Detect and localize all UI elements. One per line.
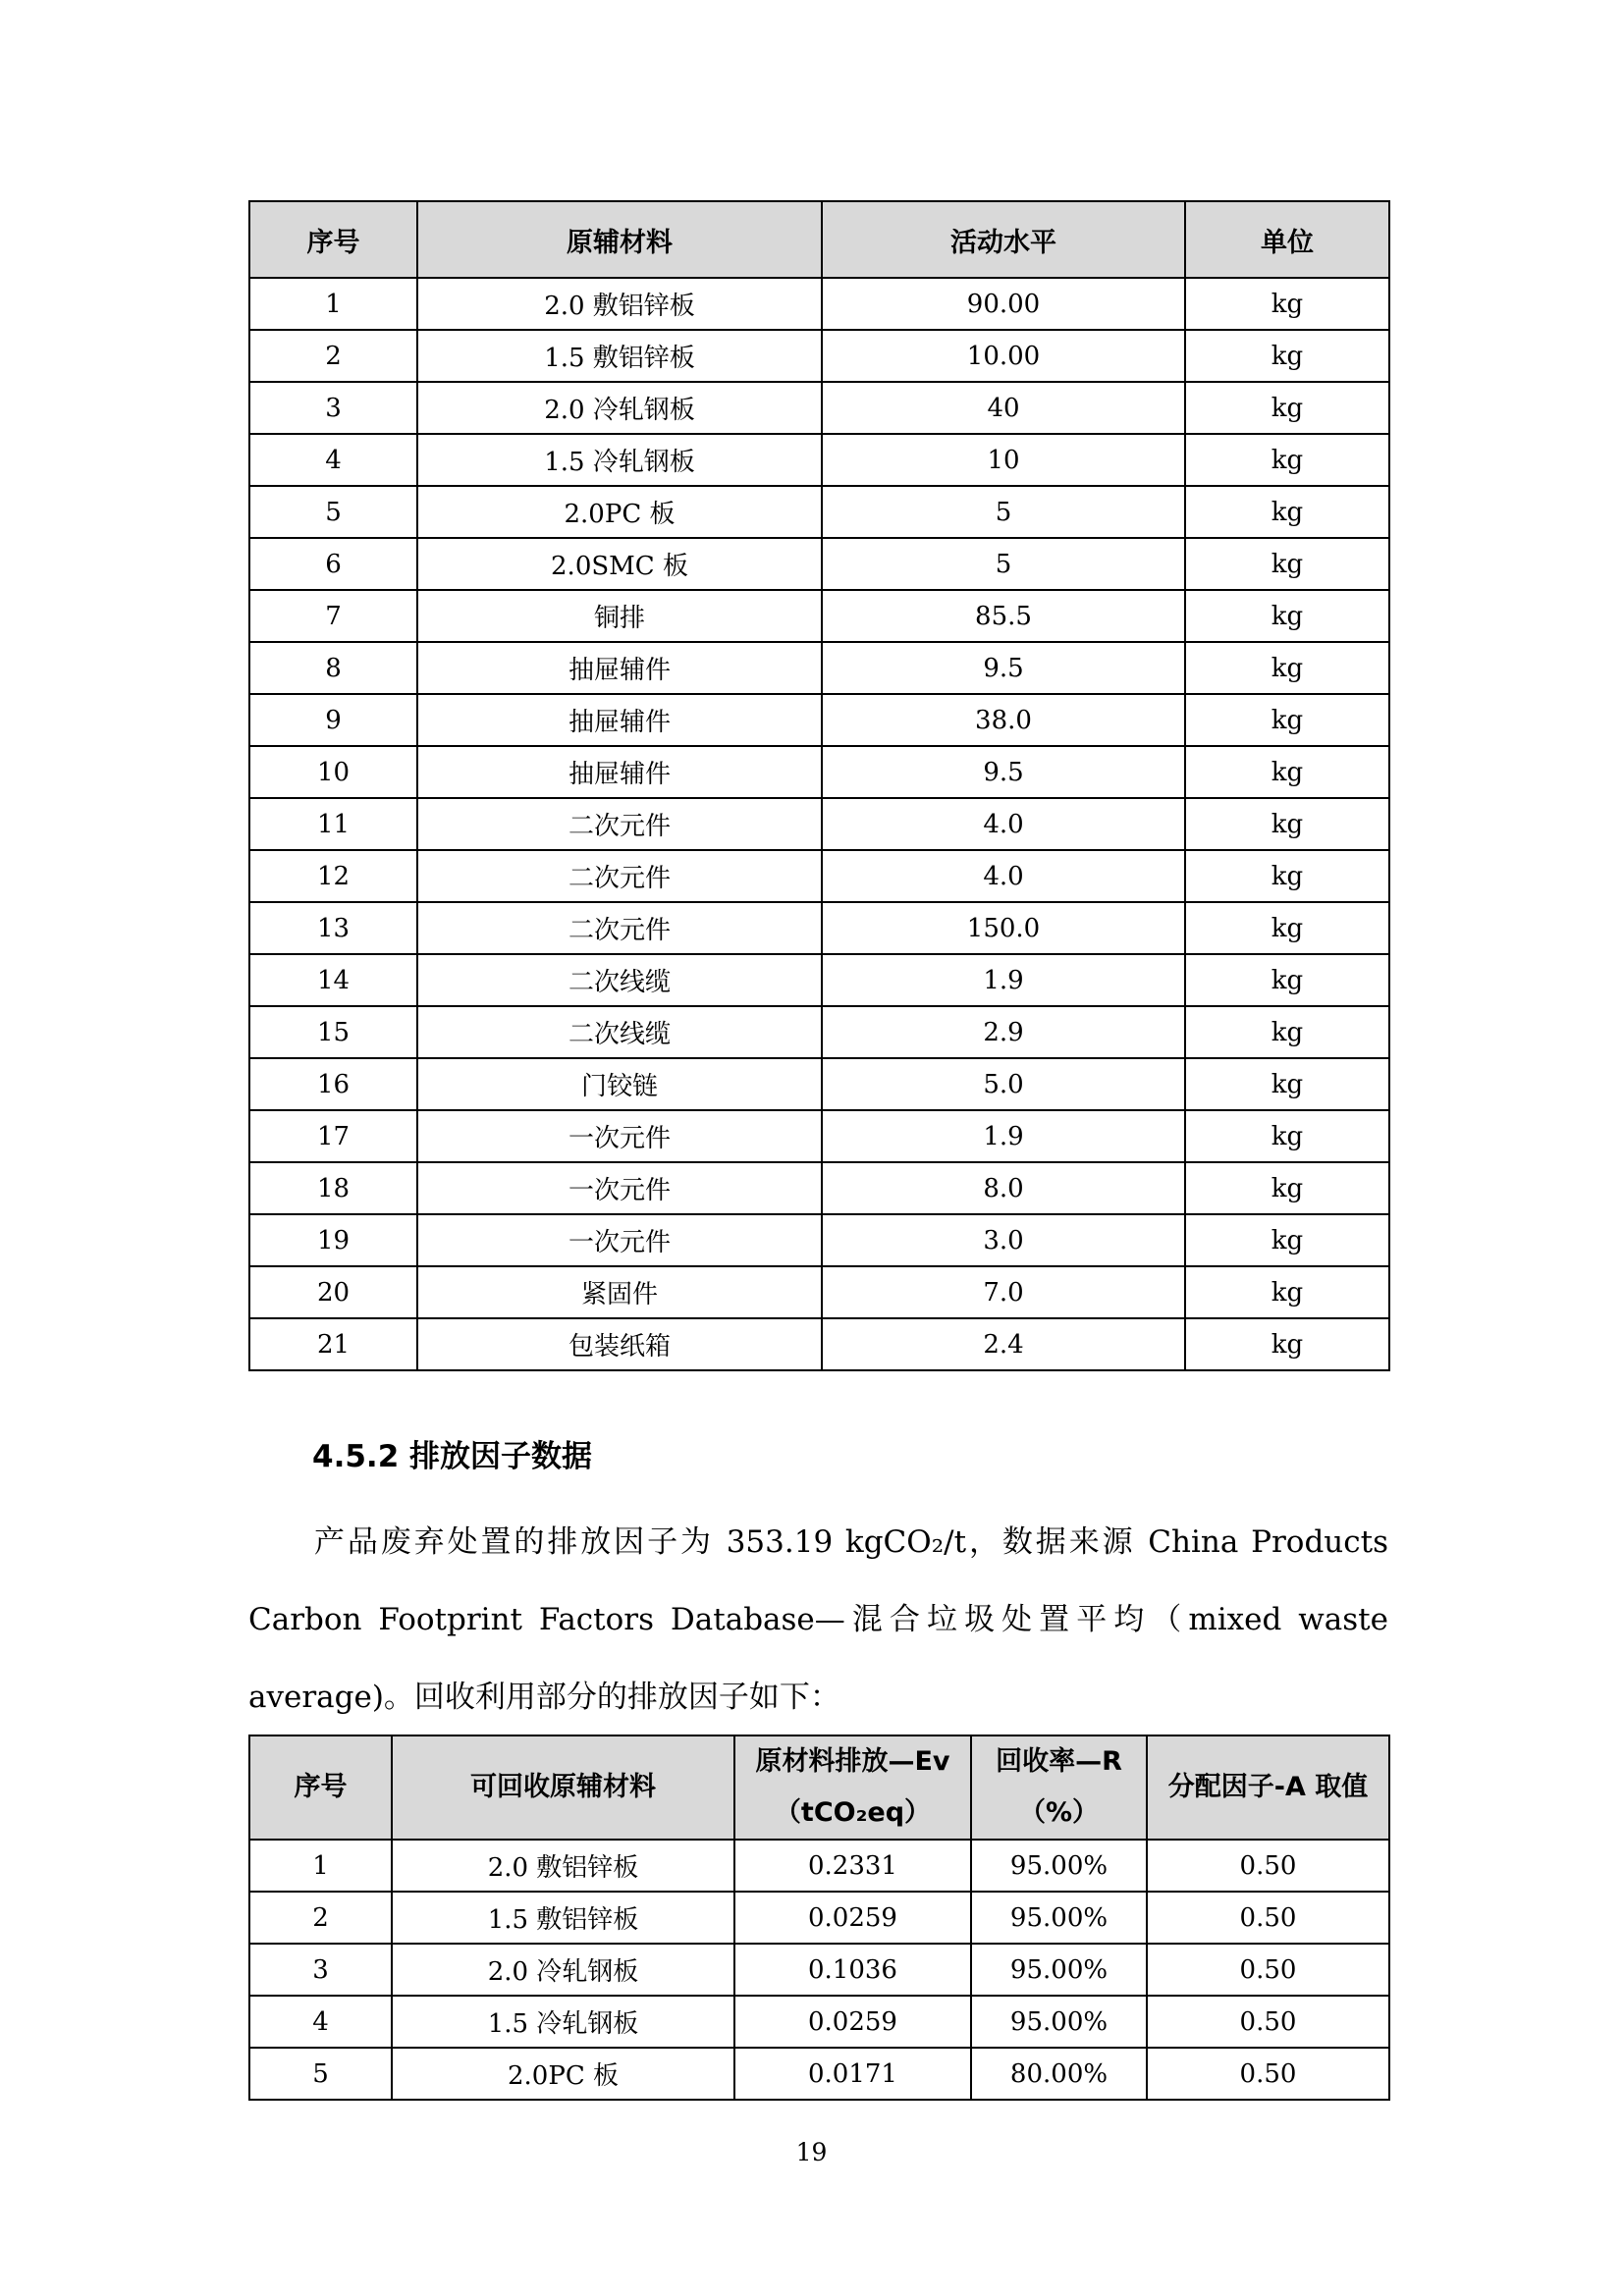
- table-cell: 抽屉辅件: [417, 694, 822, 746]
- table-cell: 8.0: [822, 1162, 1185, 1214]
- header-material: 原辅材料: [417, 201, 822, 278]
- table-cell: 包装纸箱: [417, 1318, 822, 1370]
- table-cell: 80.00%: [971, 2048, 1147, 2100]
- table-cell: 2: [249, 330, 417, 382]
- table-cell: 二次元件: [417, 902, 822, 954]
- table-cell: 0.50: [1147, 1892, 1389, 1944]
- table-cell: 4: [249, 1996, 392, 2048]
- table-cell: 0.1036: [734, 1944, 971, 1996]
- table-cell: 铜排: [417, 590, 822, 642]
- table-row: [249, 1318, 1389, 1370]
- table-cell: 5: [249, 486, 417, 538]
- table-cell: 1.5 敷铝锌板: [417, 330, 822, 382]
- table-cell: 5.0: [822, 1058, 1185, 1110]
- table-cell: 2.0PC 板: [417, 486, 822, 538]
- table-cell: 21: [249, 1318, 417, 1370]
- table-cell: kg: [1185, 278, 1389, 330]
- table-row: [249, 902, 1389, 954]
- table-cell: 1: [249, 278, 417, 330]
- header-unit: 单位: [1185, 201, 1389, 278]
- table-cell: 20: [249, 1266, 417, 1318]
- table-cell: 18: [249, 1162, 417, 1214]
- table-cell: 0.0171: [734, 2048, 971, 2100]
- table-cell: 1: [249, 1840, 392, 1892]
- table-cell: 一次元件: [417, 1214, 822, 1266]
- table-cell: kg: [1185, 902, 1389, 954]
- header-index: 序号: [249, 1735, 392, 1840]
- table-row: [249, 1214, 1389, 1266]
- table-row: [249, 850, 1389, 902]
- table-cell: kg: [1185, 1318, 1389, 1370]
- table-row: [249, 330, 1389, 382]
- page-number: 19: [795, 2138, 828, 2166]
- table-cell: 5: [822, 486, 1185, 538]
- table-cell: 0.2331: [734, 1840, 971, 1892]
- table-cell: 13: [249, 902, 417, 954]
- table-cell: kg: [1185, 850, 1389, 902]
- table-cell: 3: [249, 1944, 392, 1996]
- table-cell: 14: [249, 954, 417, 1006]
- table-cell: 2.0SMC 板: [417, 538, 822, 590]
- table-cell: 门铰链: [417, 1058, 822, 1110]
- table-cell: 一次元件: [417, 1162, 822, 1214]
- table-cell: 1.9: [822, 954, 1185, 1006]
- table-row: [249, 1006, 1389, 1058]
- table-cell: 19: [249, 1214, 417, 1266]
- emission-factors-table-body: [249, 1840, 1389, 2100]
- table-cell: 9.5: [822, 746, 1185, 798]
- table-cell: kg: [1185, 1214, 1389, 1266]
- table-cell: 二次元件: [417, 798, 822, 850]
- header-allocation-factor: 分配因子-A 取值: [1147, 1735, 1389, 1840]
- table-cell: 38.0: [822, 694, 1185, 746]
- table-cell: kg: [1185, 1006, 1389, 1058]
- table-cell: 3.0: [822, 1214, 1185, 1266]
- table-cell: 6: [249, 538, 417, 590]
- table-cell: 90.00: [822, 278, 1185, 330]
- table-cell: 2.0PC 板: [392, 2048, 734, 2100]
- table-cell: 9.5: [822, 642, 1185, 694]
- table-cell: 0.50: [1147, 1944, 1389, 1996]
- table-cell: kg: [1185, 798, 1389, 850]
- header-activity-level: 活动水平: [822, 201, 1185, 278]
- section-paragraph: [248, 1504, 1388, 1736]
- table-cell: 二次元件: [417, 850, 822, 902]
- table-cell: 4.0: [822, 798, 1185, 850]
- table-cell: 0.50: [1147, 2048, 1389, 2100]
- table-cell: 抽屉辅件: [417, 642, 822, 694]
- table-row: [249, 694, 1389, 746]
- table-row: [249, 278, 1389, 330]
- table-cell: kg: [1185, 538, 1389, 590]
- table-cell: 17: [249, 1110, 417, 1162]
- table-cell: 1.5 冷轧钢板: [392, 1996, 734, 2048]
- table-cell: kg: [1185, 1110, 1389, 1162]
- table-row: [249, 590, 1389, 642]
- table-row: [249, 1840, 1389, 1892]
- table-cell: 紧固件: [417, 1266, 822, 1318]
- table-cell: 10: [249, 746, 417, 798]
- table-header-row: [249, 1735, 1389, 1840]
- table-cell: 7: [249, 590, 417, 642]
- paragraph-text: 产品废弃处置的排放因子为 353.19 kgCO₂/t，数据来源 China Products Carbon Footprint Factors Database—混合垃圾处置平均（mixed waste average)。回收利用部分的排放因子如下：: [248, 1524, 1388, 1715]
- table-cell: 2.0 冷轧钢板: [392, 1944, 734, 1996]
- table-cell: 85.5: [822, 590, 1185, 642]
- table-cell: 3: [249, 382, 417, 434]
- table-cell: 0.0259: [734, 1892, 971, 1944]
- table-cell: 1.5 冷轧钢板: [417, 434, 822, 486]
- table-cell: kg: [1185, 330, 1389, 382]
- table-row: [249, 1058, 1389, 1110]
- table-cell: kg: [1185, 1058, 1389, 1110]
- table-cell: 95.00%: [971, 1840, 1147, 1892]
- table-cell: 95.00%: [971, 1892, 1147, 1944]
- table-row: [249, 1996, 1389, 2048]
- table-row: [249, 382, 1389, 434]
- table-cell: 1.5 敷铝锌板: [392, 1892, 734, 1944]
- table-cell: 一次元件: [417, 1110, 822, 1162]
- table-cell: 抽屉辅件: [417, 746, 822, 798]
- table-cell: 10: [822, 434, 1185, 486]
- table-cell: 0.0259: [734, 1996, 971, 2048]
- table-cell: 5: [249, 2048, 392, 2100]
- table-cell: 95.00%: [971, 1944, 1147, 1996]
- table-cell: 二次线缆: [417, 1006, 822, 1058]
- table-cell: 2.0 冷轧钢板: [417, 382, 822, 434]
- table-cell: 5: [822, 538, 1185, 590]
- table-cell: 95.00%: [971, 1996, 1147, 2048]
- table-cell: kg: [1185, 1266, 1389, 1318]
- table-cell: kg: [1185, 434, 1389, 486]
- table-cell: kg: [1185, 486, 1389, 538]
- table-row: [249, 954, 1389, 1006]
- table-cell: 2.9: [822, 1006, 1185, 1058]
- table-row: [249, 2048, 1389, 2100]
- header-raw-emission: 原材料排放—Ev（tCO₂eq）: [734, 1735, 971, 1840]
- table-row: [249, 1162, 1389, 1214]
- table-cell: 2: [249, 1892, 392, 1944]
- table-header-row: [249, 201, 1389, 278]
- table-cell: kg: [1185, 1162, 1389, 1214]
- table-cell: 7.0: [822, 1266, 1185, 1318]
- table-row: [249, 1266, 1389, 1318]
- table-row: [249, 746, 1389, 798]
- table-cell: 二次线缆: [417, 954, 822, 1006]
- table-row: [249, 486, 1389, 538]
- table-cell: 1.9: [822, 1110, 1185, 1162]
- table-cell: 10.00: [822, 330, 1185, 382]
- header-recyclable-material: 可回收原辅材料: [392, 1735, 734, 1840]
- header-recovery-rate: 回收率—R（%）: [971, 1735, 1147, 1840]
- table-cell: 40: [822, 382, 1185, 434]
- table-cell: kg: [1185, 954, 1389, 1006]
- table-row: [249, 1110, 1389, 1162]
- table-cell: kg: [1185, 590, 1389, 642]
- table-cell: 2.0 敷铝锌板: [392, 1840, 734, 1892]
- table-cell: kg: [1185, 382, 1389, 434]
- emission-factors-table: [248, 1735, 1390, 2101]
- table-cell: 9: [249, 694, 417, 746]
- table-row: [249, 642, 1389, 694]
- table-cell: 11: [249, 798, 417, 850]
- table-cell: 4.0: [822, 850, 1185, 902]
- table-row: [249, 538, 1389, 590]
- header-index: 序号: [249, 201, 417, 278]
- section-heading: 4.5.2 排放因子数据: [312, 1439, 593, 1474]
- raw-materials-table-body: [249, 278, 1389, 1370]
- table-cell: 16: [249, 1058, 417, 1110]
- table-cell: 8: [249, 642, 417, 694]
- table-cell: kg: [1185, 694, 1389, 746]
- table-row: [249, 434, 1389, 486]
- table-cell: kg: [1185, 746, 1389, 798]
- table-cell: 2.4: [822, 1318, 1185, 1370]
- table-row: [249, 1944, 1389, 1996]
- table-row: [249, 798, 1389, 850]
- table-cell: 4: [249, 434, 417, 486]
- table-cell: 15: [249, 1006, 417, 1058]
- table-row: [249, 1892, 1389, 1944]
- table-cell: 2.0 敷铝锌板: [417, 278, 822, 330]
- table-cell: kg: [1185, 642, 1389, 694]
- raw-materials-table: [248, 200, 1390, 1371]
- table-cell: 150.0: [822, 902, 1185, 954]
- table-cell: 12: [249, 850, 417, 902]
- table-cell: 0.50: [1147, 1996, 1389, 2048]
- table-cell: 0.50: [1147, 1840, 1389, 1892]
